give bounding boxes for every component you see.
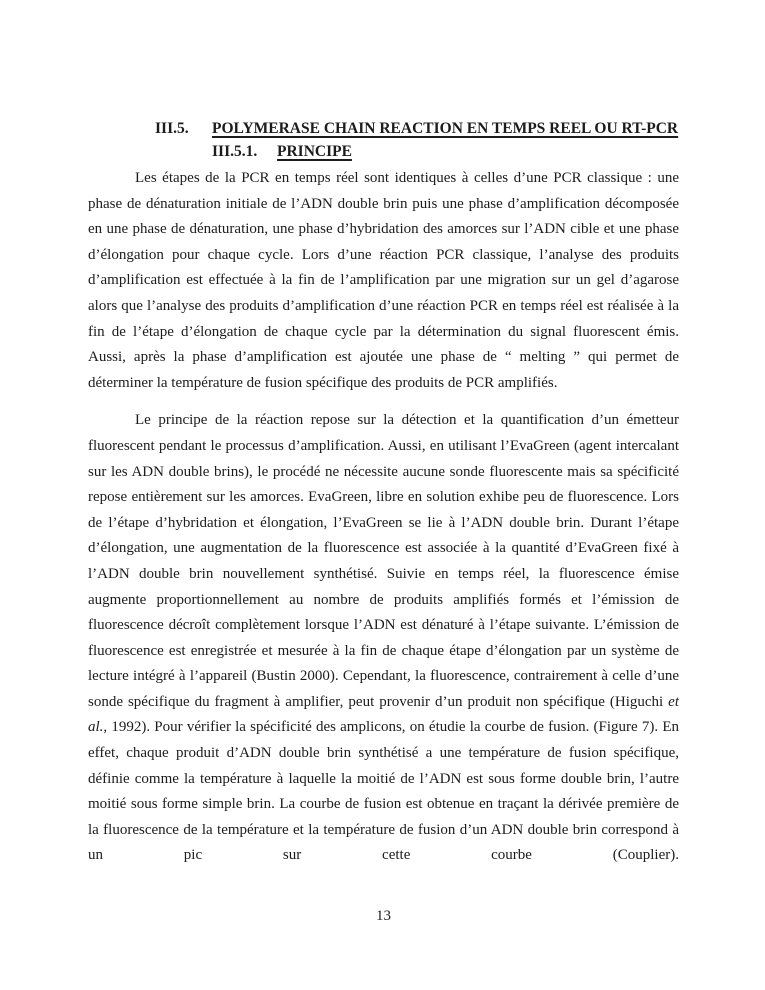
body-line: fluorescent pendant le processus d’amplification. Aussi, en utilisant l’EvaGreen (agent intercalant [88,437,679,454]
body-line: al., 1992). Pour vérifier la spécificité des amplicons, on étudie la courbe de fusion. (Figure 7). En [88,719,679,736]
body-line: fluorescence est enregistrée et mesurée à la fin de chaque étape d’élongation par un système de [88,642,679,659]
section-heading [155,120,678,138]
body-line: d’élongation, une augmentation de la fluorescence est associée à la quantité d’EvaGreen fixé à [88,540,679,557]
body-line: déterminer la température de fusion spécifique des produits de PCR amplifiés. [88,374,558,391]
body-line: Les étapes de la PCR en temps réel sont identiques à celles d’une PCR classique : une [135,170,679,186]
body-line: Le principe de la réaction repose sur la détection et la quantification d’un émetteur [135,412,679,429]
body-line: lecture intégré à l’appareil (Bustin 2000). Cependant, la fluorescence, contrairement à celle d’une [88,668,679,685]
body-line: phase de dénaturation initiale de l’ADN double brin puis une phase d’amplification décomposée [88,195,679,212]
section-heading-title: POLYMERASE CHAIN REACTION EN TEMPS REEL OU RT-PCR [212,120,679,137]
body-line: alors que l’analyse des produits d’amplification d’une réaction PCR en temps réel est réalisée à la [88,297,679,314]
body-line: d’amplification est effectuée à la fin de l’amplification par une migration sur un gel d’agarose [88,272,679,289]
body-line: repose entièrement sur les amorces. EvaGreen, libre en solution exhibe peu de fluorescence. Lors [88,489,679,506]
body-line: fluorescence décroît complètement lorsque l’ADN est dénaturé à l’étape suivante. L’émission de [88,617,679,634]
body-line: moitié sous forme simple brin. La courbe de fusion est obtenue en traçant la dérivée première de [88,796,679,813]
body-line: l’ADN double brin nouvellement synthétisé. Suivie en temps réel, la fluorescence émise [88,565,679,582]
paragraph [88,166,679,396]
subsection-heading-title: PRINCIPE [277,143,352,160]
page-number: 13 [376,908,391,924]
body-line: effet, chaque produit d’ADN double brin synthétisé a une température de fusion spécifique, [88,745,679,762]
body-line: sonde spécifique du fragment à amplifier, peut provenir d’un produit non spécifique (Higuchi et [88,693,679,710]
body-line: d’élongation pour chaque cycle. Lors d’une réaction PCR classique, l’analyse des produits [88,246,679,263]
paragraph [88,408,679,869]
body-line: augmente proportionnellement au nombre de produits amplifiés formés et l’émission de [88,591,679,608]
body-line: un pic sur cette courbe (Couplier). [88,847,679,864]
body-paragraphs [88,166,679,881]
body-line: Aussi, après la phase d’amplification est ajoutée une phase de “ melting ” qui permet de [88,349,679,366]
subsection-heading-number: III.5.1. [212,143,258,160]
section-heading-number: III.5. [155,120,189,137]
body-line: sur les ADN double brins), le procédé ne nécessite aucune sonde fluorescente mais sa spécificité [88,463,679,480]
subsection-heading [212,143,352,161]
body-line: fin de l’étape d’élongation de chaque cycle par la détermination du signal fluorescent émis. [88,323,679,340]
body-line: définie comme la température à laquelle la moitié de l’ADN est sous forme double brin, l’autre [88,770,679,787]
body-line: en une phase de dénaturation, une phase d’hybridation des amorces sur l’ADN cible et une phase [88,221,679,238]
body-line: la fluorescence de la température et la température de fusion d’un ADN double brin correspond à [88,821,679,838]
body-line: de l’étape d’hybridation et élongation, l’EvaGreen se lie à l’ADN double brin. Durant l’étape [88,514,679,531]
